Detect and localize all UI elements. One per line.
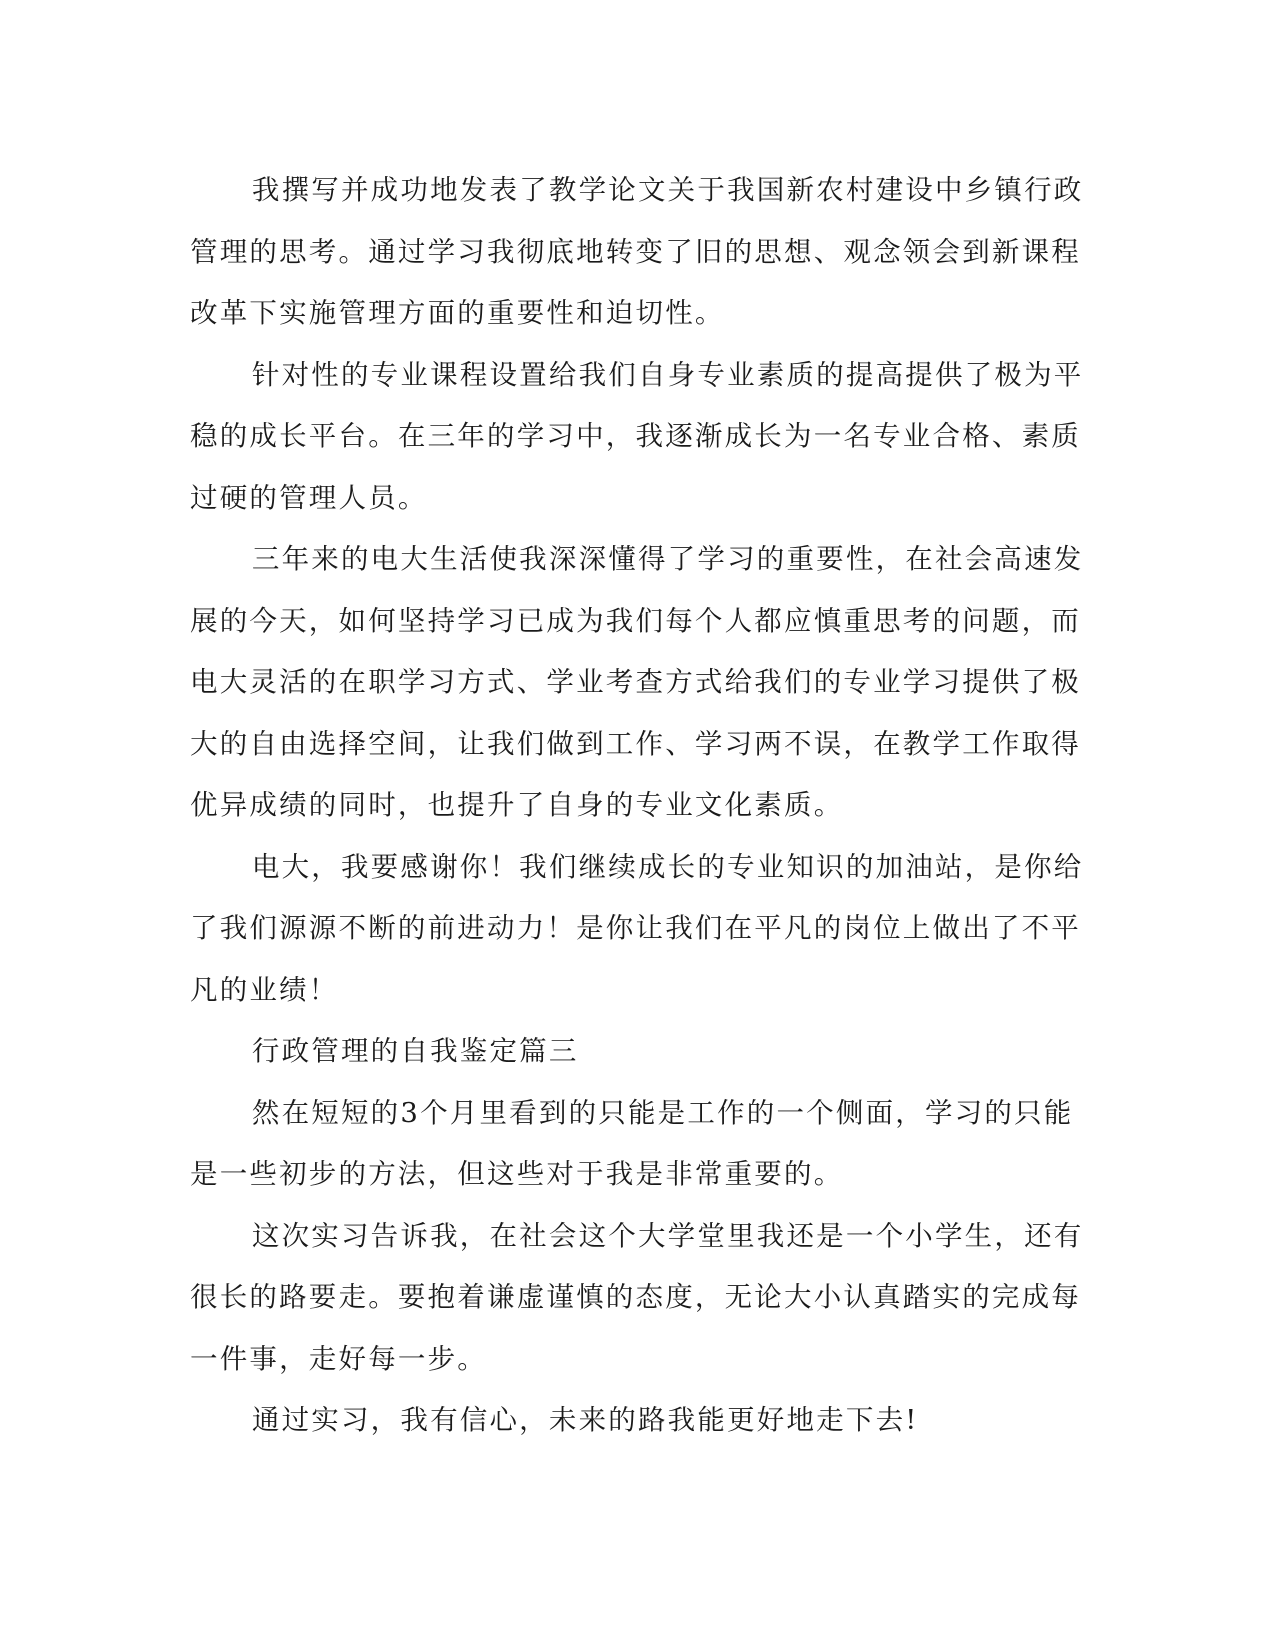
paragraph-3 <box>190 529 1090 837</box>
paragraph-line: 然在短短的3个月里看到的只能是工作的一个侧面，学习的只能 <box>251 1096 1074 1129</box>
paragraph-line: 通过实习，我有信心，未来的路我能更好地走下去! <box>251 1404 919 1436</box>
paragraph-2 <box>190 345 1090 530</box>
paragraph-1 <box>190 160 1090 345</box>
paragraph-line: 这次实习告诉我，在社会这个大学堂里我还是一个小学生，还有 <box>251 1219 1084 1252</box>
paragraph-7 <box>190 1206 1090 1391</box>
paragraph-line: 电大，我要感谢你！我们继续成长的专业知识的加油站，是你给 <box>251 850 1084 883</box>
paragraph-line: 是一些初步的方法，但这些对于我是非常重要的。 <box>190 1158 844 1190</box>
paragraph-line: 过硬的管理人员。 <box>190 481 428 514</box>
paragraph-line: 改革下实施管理方面的重要性和迫切性。 <box>190 297 725 329</box>
paragraph-line: 三年来的电大生活使我深深懂得了学习的重要性，在社会高速发 <box>251 543 1084 575</box>
paragraph-6 <box>190 1083 1090 1206</box>
section-heading <box>190 1021 1090 1083</box>
paragraph-8 <box>190 1390 1090 1452</box>
paragraph-line: 稳的成长平台。在三年的学习中，我逐渐成长为一名专业合格、素质 <box>190 420 1081 452</box>
section-heading-text: 行政管理的自我鉴定篇三 <box>251 1035 579 1067</box>
document-body <box>190 160 1090 1452</box>
paragraph-4 <box>190 837 1090 1022</box>
paragraph-line: 了我们源源不断的前进动力！是你让我们在平凡的岗位上做出了不平 <box>190 912 1081 944</box>
paragraph-line: 一件事，走好每一步。 <box>190 1342 487 1375</box>
paragraph-line: 管理的思考。通过学习我彻底地转变了旧的思想、观念领会到新课程 <box>190 235 1081 268</box>
paragraph-line: 针对性的专业课程设置给我们自身专业素质的提高提供了极为平 <box>251 358 1084 391</box>
paragraph-line: 大的自由选择空间，让我们做到工作、学习两不误，在教学工作取得 <box>190 727 1081 760</box>
paragraph-line: 凡的业绩！ <box>190 973 339 1006</box>
paragraph-line: 电大灵活的在职学习方式、学业考查方式给我们的专业学习提供了极 <box>190 666 1081 698</box>
paragraph-line: 优异成绩的同时，也提升了自身的专业文化素质。 <box>190 789 844 821</box>
paragraph-line: 很长的路要走。要抱着谦虚谨慎的态度，无论大小认真踏实的完成每 <box>190 1281 1081 1313</box>
paragraph-line: 我撰写并成功地发表了教学论文关于我国新农村建设中乡镇行政 <box>251 174 1084 206</box>
paragraph-line: 展的今天，如何坚持学习已成为我们每个人都应慎重思考的问题，而 <box>190 604 1081 637</box>
